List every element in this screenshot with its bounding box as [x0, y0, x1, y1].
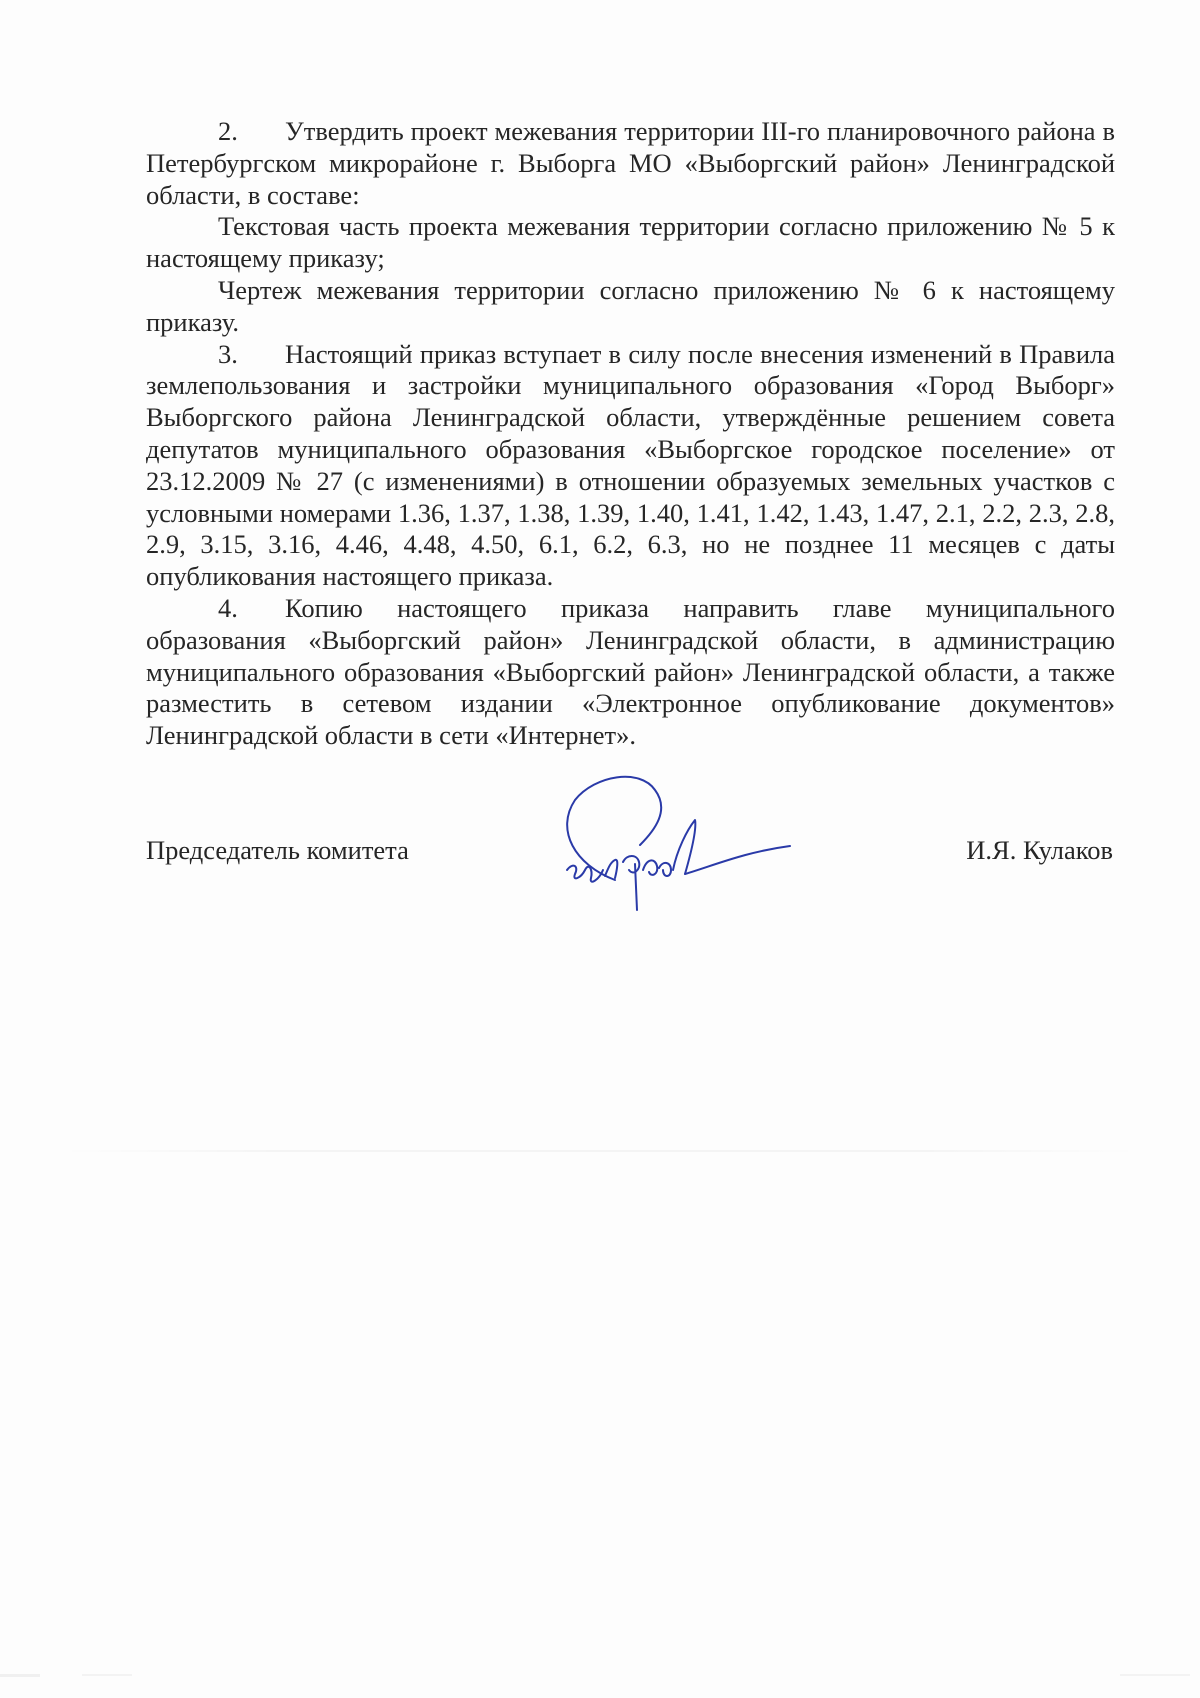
paragraph-text: Чертеж межевания территории согласно приложению № 6 к настоящему приказу. — [146, 274, 1115, 337]
paragraph-4 — [146, 593, 1115, 752]
paragraph-text-part — [146, 211, 1115, 275]
paragraph-number: 4. — [218, 592, 238, 623]
paragraph-text: Настоящий приказ вступает в силу после внесения изменений в Правила землепользования и застройки муниципального образования «Город Выборг» Выборгского района Ленинградской области, утверждённые решением совета депутатов муниципального образования «Выборгское городское поселение» от 23.12.2009 № 27 (с изменениями) в отношении образуемых земельных участков с условными номерами 1.36, 1.37, 1.38, 1.39, 1.40, 1.41, 1.42, 1.43, 1.47, 2.1, 2.2, 2.3, 2.8, 2.9, 3.15, 3.16, 4.46, 4.48, 4.50, 6.1, 6.2, 6.3, но не позднее 11 месяцев с даты опубликования настоящего приказа. — [146, 338, 1115, 592]
paragraph-text: Утвердить проект межевания территории III-го планировочного района в Петербургском микрорайоне г. Выборга МО «Выборгский район» Ленинградской области, в составе: — [146, 116, 1115, 210]
scan-artifact — [0, 1674, 40, 1677]
paragraph-2 — [146, 116, 1115, 211]
paragraph-3 — [146, 339, 1115, 593]
scan-artifact — [60, 1150, 1140, 1152]
handwritten-signature — [545, 770, 805, 920]
paragraph-drawing-part — [146, 275, 1115, 339]
document-body — [146, 116, 1115, 752]
scan-artifact — [82, 1674, 132, 1676]
scan-artifact — [1120, 1674, 1190, 1676]
paragraph-text: Текстовая часть проекта межевания территории согласно приложению № 5 к настоящему приказу; — [146, 211, 1115, 274]
signatory-title: Председатель комитета — [146, 835, 409, 865]
signatory-name: И.Я. Кулаков — [966, 835, 1113, 865]
paragraph-number: 2. — [218, 116, 238, 146]
paragraph-number: 3. — [218, 338, 238, 369]
paragraph-text: Копию настоящего приказа направить главе муниципального образования «Выборгский район» Ленинградской области, в администрацию муниципального образования «Выборгский район» Ленинградской области, а также разместить в сетевом издании «Электронное опубликование документов» Ленинградской области в сети «Интернет». — [146, 592, 1115, 751]
